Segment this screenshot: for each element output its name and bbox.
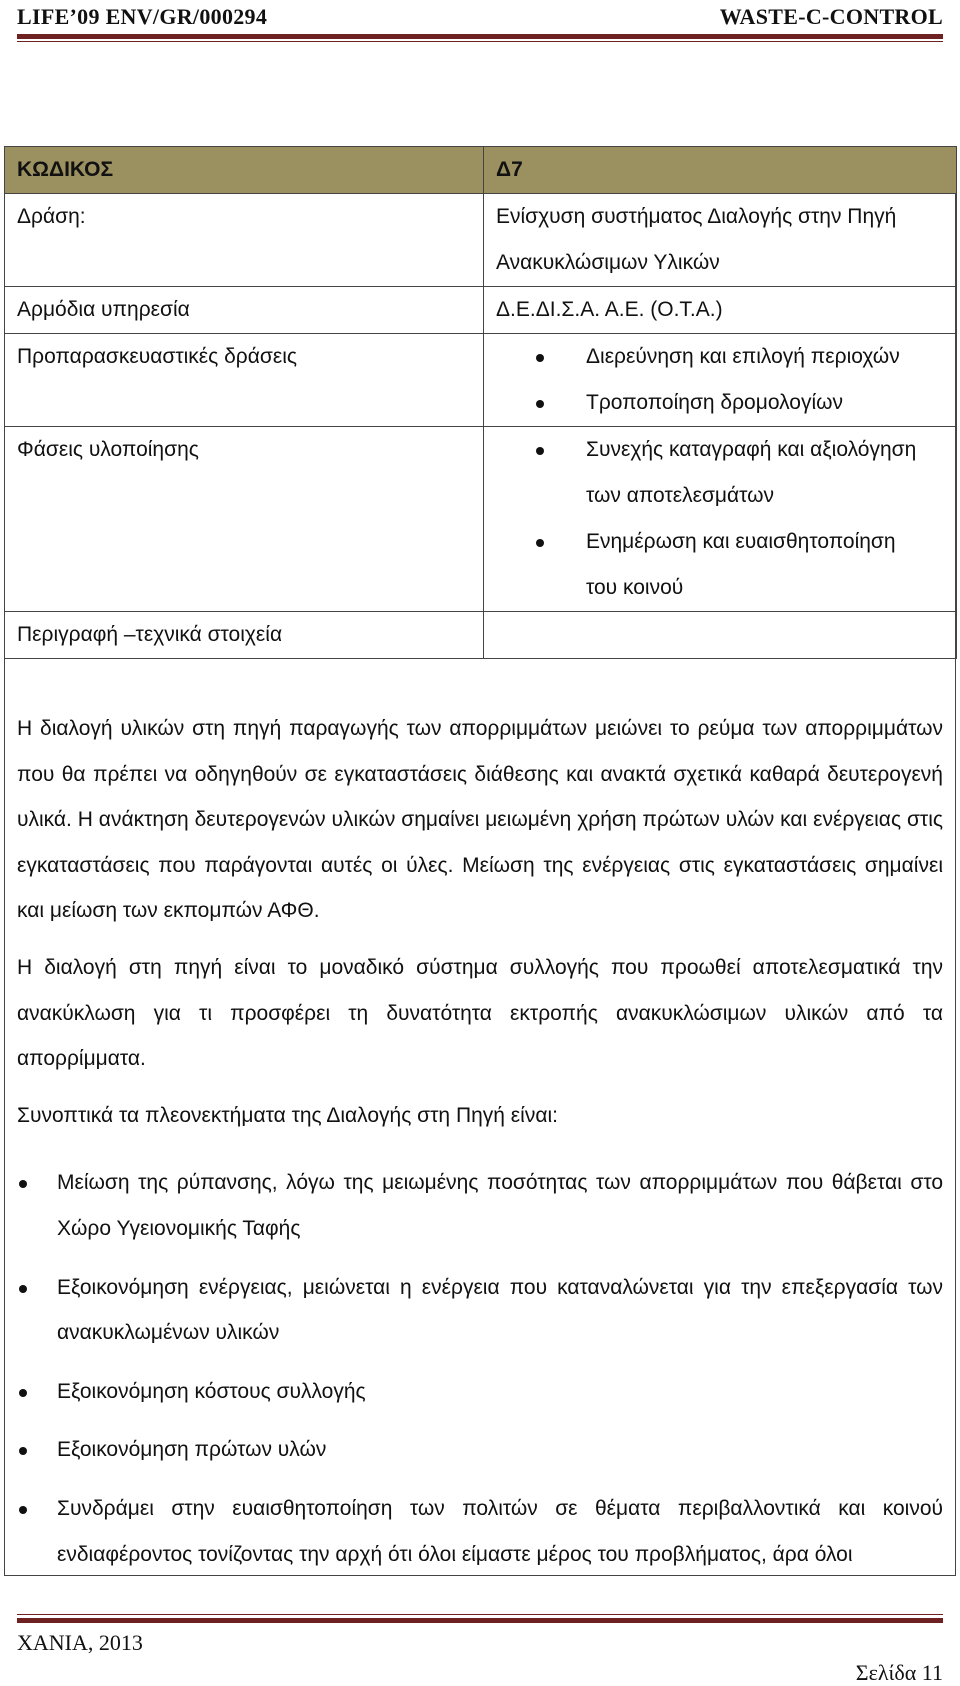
advantages-list [17,1160,943,1577]
footer-rule-thin [17,1614,943,1615]
footer-location: ΧΑΝΙΑ, 2013 [17,1630,143,1655]
page-header [17,0,943,34]
page-number: Σελίδα 11 [855,1660,943,1685]
row-label: Φάσεις υλοποίησης [5,427,484,612]
list-item: Εξοικονόμηση κόστους συλλογής [17,1369,943,1415]
list-item: Συνδράμει στην ευαισθητοποίηση των πολιτών σε θέματα περιβαλλοντικά και κοινού ενδιαφέροντος τονίζοντας την αρχή ότι όλοι είμαστε μέρος του προβλήματος, άρα όλοι [17,1486,943,1577]
table-row-phases [5,427,957,612]
footer-rule [17,1618,943,1623]
row-value: Δ.Ε.ΔΙ.Σ.Α. Α.Ε. (Ο.Τ.Α.) [484,287,957,334]
bullet-icon [19,1506,27,1514]
table-row-preparatory [5,334,957,427]
paragraph: Συνοπτικά τα πλεονεκτήματα της Διαλογής στη Πηγή είναι: [17,1103,558,1127]
project-name: WASTE-C-CONTROL [719,4,943,29]
table-row-agency [5,287,957,334]
paragraph: Η διαλογή υλικών στη πηγή παραγωγής των απορριμμάτων μειώνει το ρεύμα των απορριμμάτων που θα πρέπει να οδηγηθούν σε εγκαταστάσεις διάθεσης και ανακτά σχετικά καθαρά δευτερογενή υλικά. Η ανάκτηση δευτερογενών υλικών σημαίνει μειωμένη χρήση πρώτων υλών και ενέργειας στις εγκαταστάσεις που παράγονται αυτές οι ύλες. Μείωση της ενέργειας στις εγκαταστάσεις σημαίνει και μείωση των εκπομπών ΑΦΘ. [17,717,943,923]
action-info-table [4,146,957,659]
list-item: Διερεύνηση και επιλογή περιοχών [496,334,942,380]
bullet-list [496,427,942,611]
bullet-icon [536,400,544,408]
header-rule-thin [17,41,943,42]
bullet-icon [19,1389,27,1397]
row-value: Ενίσχυση συστήματος Διαλογής στην Πηγή Ανακυκλώσιμων Υλικών [484,194,957,287]
list-item: Εξοικονόμηση πρώτων υλών [17,1427,943,1473]
code-label: ΚΩΔΙΚΟΣ [5,147,484,194]
bullet-icon [536,539,544,547]
row-label: Προπαρασκευαστικές δράσεις [5,334,484,427]
row-label: Αρμόδια υπηρεσία [5,287,484,334]
list-item: Μείωση της ρύπανσης, λόγω της μειωμένης ποσότητας των απορριμμάτων που θάβεται στο Χώρο Υγειονομικής Ταφής [17,1160,943,1251]
row-value [484,427,957,612]
row-value [484,334,957,427]
list-item: Εξοικονόμηση ενέργειας, μειώνεται η ενέργεια που καταναλώνεται για την επεξεργασία των ανακυκλωμένων υλικών [17,1265,943,1356]
bullet-icon [19,1180,27,1188]
row-value [484,612,957,659]
row-label: Δράση: [5,194,484,287]
project-code: LIFE’09 ENV/GR/000294 [17,4,268,29]
table-row-description [5,612,957,659]
bullet-list [496,334,942,426]
table-row-action [5,194,957,287]
row-label: Περιγραφή –τεχνικά στοιχεία [5,612,484,659]
list-item: Συνεχής καταγραφή και αξιολόγηση των αποτελεσμάτων [496,427,942,519]
list-item: Τροποποίηση δρομολογίων [496,380,942,426]
bullet-icon [19,1285,27,1293]
bullet-icon [536,354,544,362]
description-body [17,706,943,1590]
header-rule [17,34,943,39]
bullet-icon [19,1447,27,1455]
paragraph: Η διαλογή στη πηγή είναι το μοναδικό σύστημα συλλογής που προωθεί αποτελεσματικά την ανακύκλωση για τι προσφέρει τη δυνατότητα εκτροπής ανακυκλώσιμων υλικών από τα απορρίμματα. [17,955,943,1071]
code-row [5,147,957,194]
list-item: Ενημέρωση και ευαισθητοποίηση του κοινού [496,519,942,611]
code-value: Δ7 [484,147,957,194]
bullet-icon [536,447,544,455]
